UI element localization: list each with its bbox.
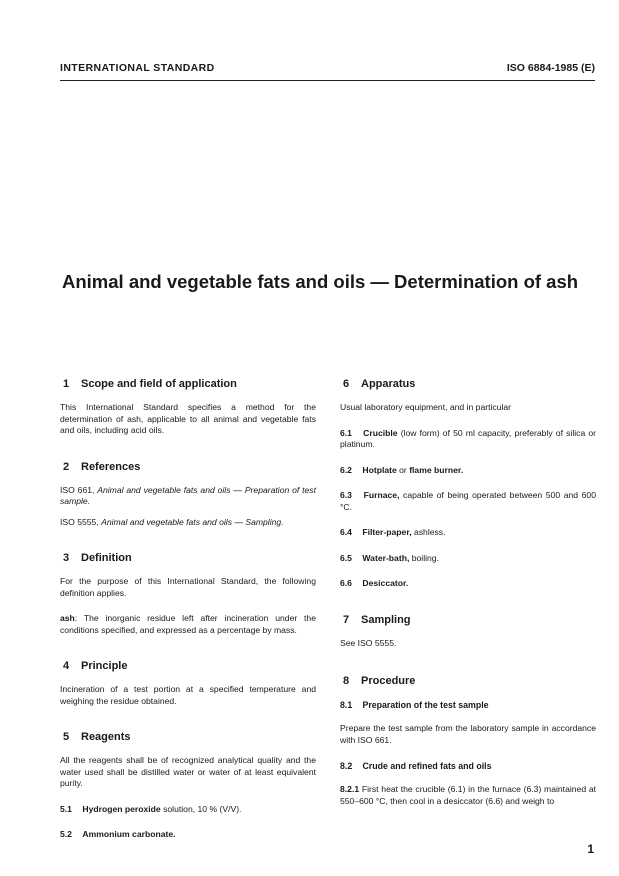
item-name: Crucible [363,427,398,438]
apparatus-item [340,465,596,477]
section-heading [60,378,316,391]
section-text: For the purpose of this International Standard, the following definition applies. [60,576,316,598]
reagent-item [60,804,316,816]
subsection-text [340,784,596,807]
item-number: 6.1 [340,427,352,438]
section-definition [60,552,316,636]
item-text: boiling. [409,552,439,563]
section-reagents [60,731,316,841]
section-heading [60,731,316,744]
section-number: 5 [63,731,70,743]
section-title: Reagents [81,731,131,743]
reference-code: ISO 5555, [60,516,99,527]
section-number: 7 [343,613,350,626]
section-title: Definition [81,552,132,564]
item-name: Water-bath, [362,552,410,563]
section-text: All the reagents shall be of recognized analytical quality and the water used shall be distilled water or water of at least equivalent purity. [60,755,316,788]
item-name-alt: flame burner. [409,464,464,475]
section-title: Apparatus [361,378,416,390]
item-number: 6.6 [340,578,352,588]
item-name: Desiccator. [362,578,409,588]
clause-number: 8.2.1 [340,784,360,794]
apparatus-item [340,578,596,590]
subsection-text: Prepare the test sample from the laboratory sample in accordance with ISO 661. [340,723,596,745]
section-text: See ISO 5555. [340,637,397,648]
item-name: Hotplate [362,464,397,475]
apparatus-item [340,490,596,513]
reference-item [60,485,316,508]
header-standard-label: INTERNATIONAL STANDARD [60,62,215,74]
reference-title: Animal and vegetable fats and oils — Preparation of test sample. [60,484,316,506]
item-text: ashless. [411,527,446,537]
running-header [60,62,595,76]
section-text: Usual laboratory equipment, and in particular [340,402,512,412]
item-number: 6.3 [340,490,352,500]
section-number: 1 [63,378,70,390]
defined-term: ash [60,613,75,623]
item-text: capable of being operated between 500 and 600 °C. [340,490,596,512]
subsection-number: 8.1 [340,700,353,710]
item-text: (low form) of 50 ml capacity, preferably of silica or platinum. [340,427,597,449]
section-apparatus [340,378,596,590]
section-heading [340,378,596,391]
section-heading [60,552,316,565]
item-number: 6.2 [340,464,352,475]
definition-text: : The inorganic residue left after incineration under the conditions specified, and expressed as a percentage by mass. [60,613,316,635]
item-name: Hydrogen peroxide [82,803,161,814]
reference-title: Animal and vegetable fats and oils — Sampling. [101,516,284,527]
apparatus-item [340,428,596,451]
header-standard-number: ISO 6884-1985 (E) [506,62,595,74]
section-scope [60,378,316,437]
subsection-heading [340,760,596,772]
left-column [60,378,316,855]
subsection-heading [340,699,596,711]
reference-item [60,517,316,529]
subsection-title: Preparation of the test sample [362,700,489,710]
apparatus-item [340,553,596,565]
section-title: References [81,460,141,473]
section-text: Incineration of a test portion at a specified temperature and weighing the residue obtained. [60,684,316,706]
item-number: 6.5 [340,552,352,563]
clause-text: First heat the crucible (6.1) in the furnace (6.3) maintained at 550–600 °C, then cool in a desiccator (6.6) and weigh to [340,784,596,806]
section-title: Procedure [361,675,416,687]
item-text: or [396,464,410,475]
item-number: 5.2 [60,829,72,839]
apparatus-item [340,527,596,539]
item-name: Filter-paper, [362,527,412,537]
item-name: Ammonium carbonate. [82,829,176,839]
section-title: Scope and field of application [81,378,237,390]
section-heading [60,660,316,673]
section-title: Principle [81,660,128,672]
section-number: 2 [63,460,70,473]
item-text: solution, 10 % (V/V). [160,803,242,814]
section-number: 6 [343,378,350,390]
reagent-item [60,829,316,841]
section-heading [60,461,316,474]
item-number: 5.1 [60,803,72,814]
reference-code: ISO 661, [60,484,95,495]
subsection-number: 8.2 [340,761,353,771]
document-title: Animal and vegetable fats and oils — Determination of ash [62,271,579,292]
section-title: Sampling [361,613,411,626]
right-column [340,378,596,821]
section-number: 3 [63,552,70,564]
item-name: Furnace, [363,490,400,500]
section-number: 4 [63,660,70,672]
section-principle [60,660,316,707]
definition-entry [60,613,316,636]
section-text: This International Standard specifies a method for the determination of ash, applicable to all animal and vegetable fats and oils, including acid oils. [60,402,316,435]
section-heading [340,675,596,688]
header-rule [60,80,595,81]
item-number: 6.4 [340,527,352,537]
section-number: 8 [343,675,350,687]
section-sampling [340,614,596,650]
section-heading [340,614,596,627]
page-number: 1 [587,842,594,856]
subsection-title: Crude and refined fats and oils [362,761,492,771]
section-references [60,461,316,529]
section-procedure [340,675,596,807]
